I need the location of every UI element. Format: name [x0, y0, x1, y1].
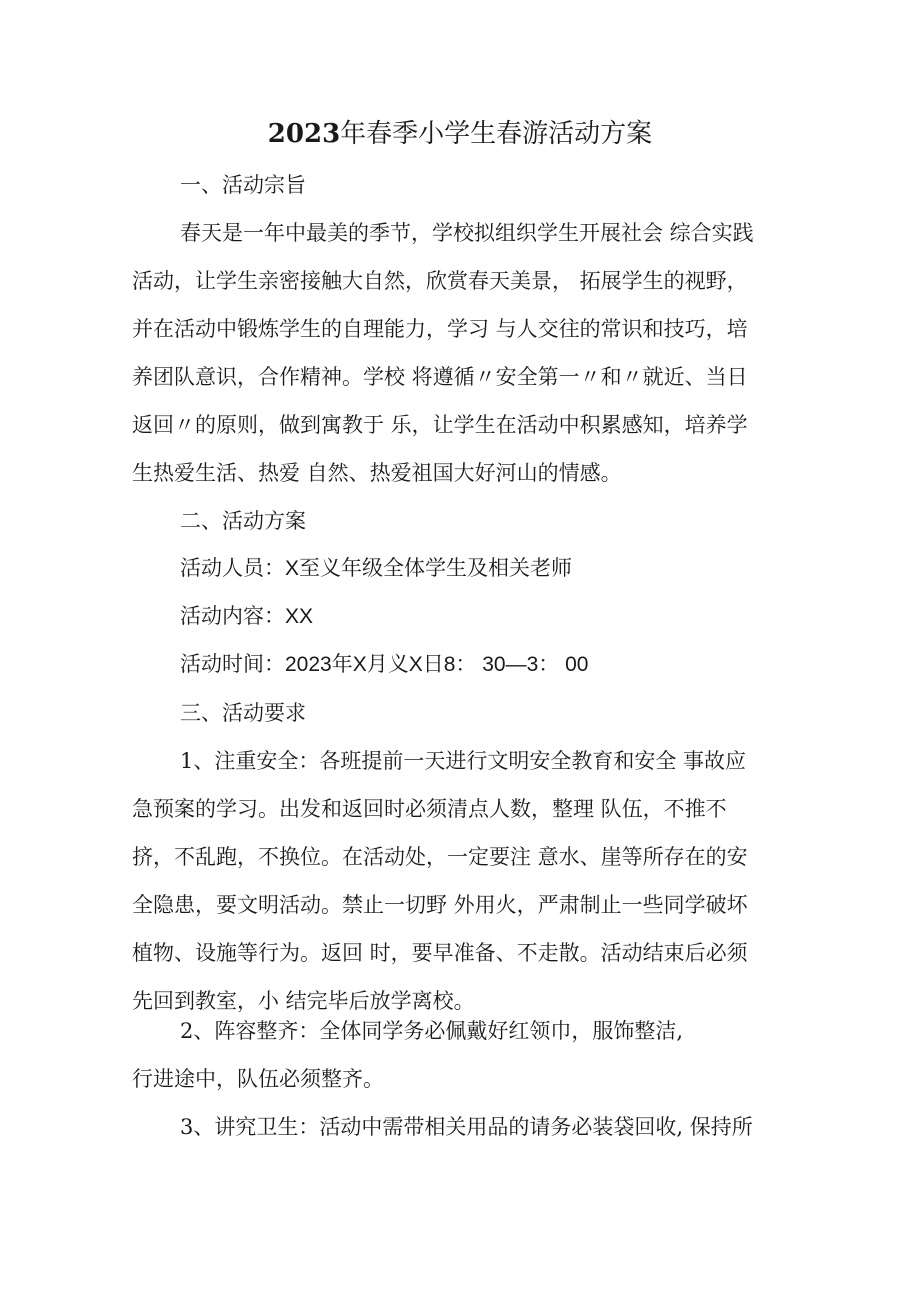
requirement-3-line: 3、讲究卫生：活动中需带相关用品的请务必装袋回收, 保持所	[180, 1115, 753, 1139]
requirement-1-line: 急预案的学习。出发和返回时必须清点人数，整理 队伍，不推不	[132, 797, 727, 821]
purpose-line: 养团队意识，合作精神。学校 将遵循〃安全第一〃和〃就近、当日	[132, 365, 748, 389]
purpose-line: 生热爱生活、热爱 自然、热爱祖国大好河山的情感。	[132, 461, 622, 485]
plan-people: 活动人员：X至义年级全体学生及相关老师	[180, 557, 573, 580]
requirement-2-line: 2、阵容整齐：全体同学务必佩戴好红领巾，服饰整洁,	[180, 1019, 684, 1043]
requirement-1-line: 先回到教室，小 结完毕后放学离校。	[132, 989, 475, 1013]
plan-time: 活动时间：2023年X月义X日8： 30—3： 00	[180, 653, 589, 676]
requirement-1-line: 1、注重安全：各班提前一天进行文明安全教育和安全 事故应	[180, 749, 747, 773]
section-heading-plan: 二、活动方案	[180, 509, 306, 533]
requirement-1-line: 挤，不乱跑，不换位。在活动处，一定要注 意水、崖等所存在的安	[132, 845, 748, 869]
purpose-line: 春天是一年中最美的季节，学校拟组织学生开展社会 综合实践	[180, 221, 754, 245]
title-year: 2023	[267, 119, 341, 149]
purpose-line: 活动，让学生亲密接触大自然，欣赏春天美景， 拓展学生的视野，	[132, 269, 748, 293]
requirement-2-line: 行进途中，队伍必须整齐。	[132, 1067, 384, 1091]
purpose-line: 返回〃的原则，做到寓教于 乐，让学生在活动中积累感知，培养学	[132, 413, 748, 437]
section-heading-requirements: 三、活动要求	[180, 701, 306, 725]
purpose-line: 并在活动中锻炼学生的自理能力，学习 与人交往的常识和技巧，培	[132, 317, 748, 341]
section-heading-purpose: 一、活动宗旨	[180, 173, 306, 197]
requirement-1-line: 全隐患，要文明活动。禁止一切野 外用火，严肃制止一些同学破坏	[132, 893, 748, 917]
plan-content: 活动内容：XX	[180, 605, 314, 628]
page-title	[0, 118, 920, 150]
requirement-1-line: 植物、设施等行为。返回 时，要早准备、不走散。活动结束后必须	[132, 941, 748, 965]
title-text: 年春季小学生春游活动方案	[340, 119, 653, 149]
